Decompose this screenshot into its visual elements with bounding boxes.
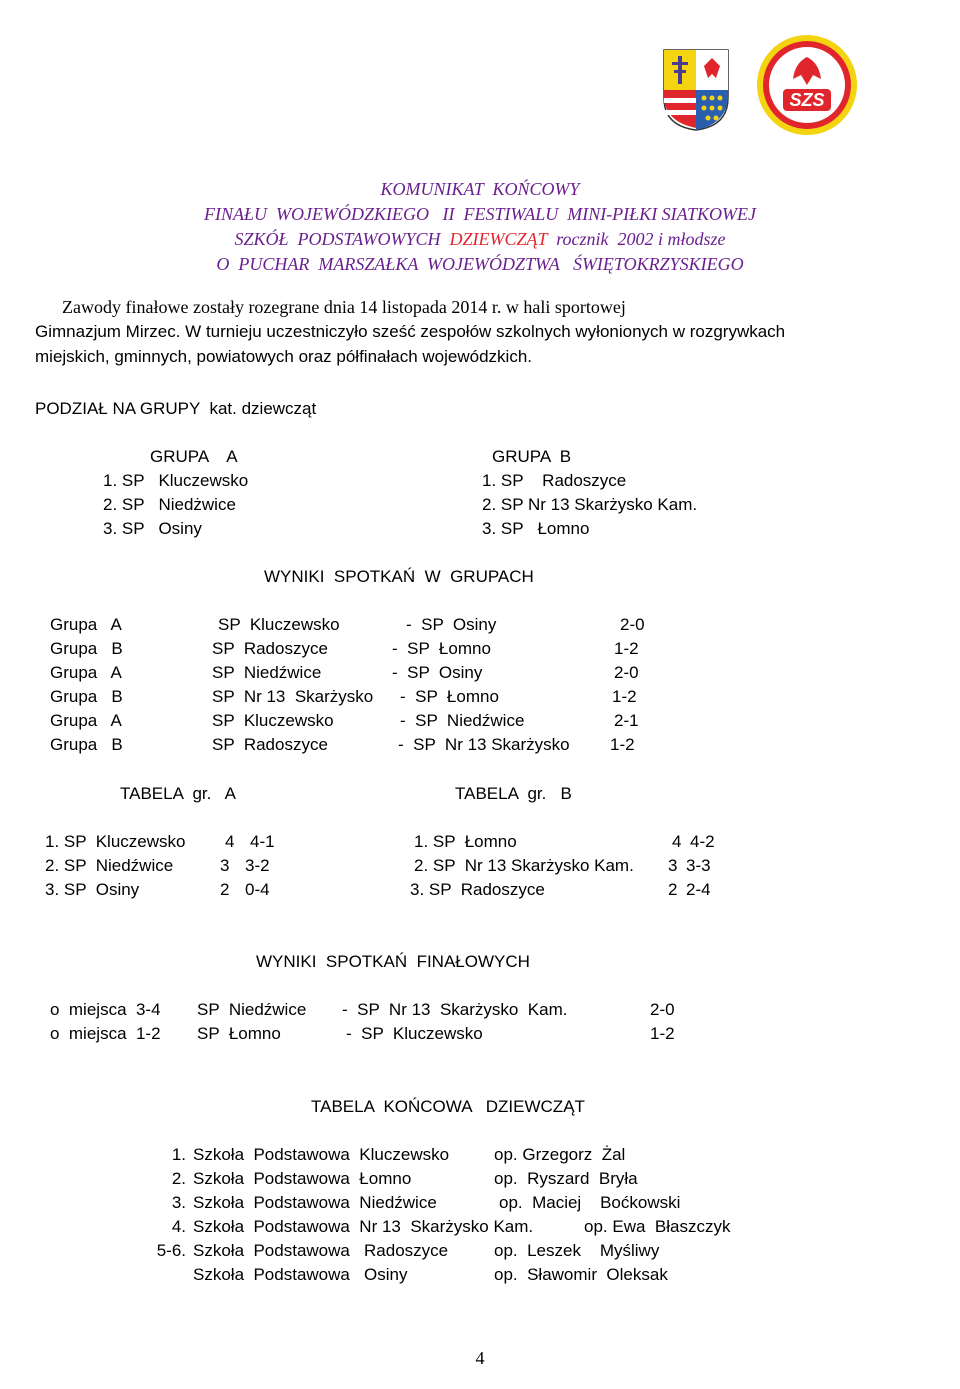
table-b-team: 1. SP Łomno [414, 832, 517, 851]
final-away: - SP Kluczewsko [346, 1024, 483, 1043]
result-group: Grupa A [50, 711, 122, 730]
result-group: Grupa B [50, 639, 123, 658]
result-group: Grupa B [50, 735, 123, 754]
table-a-sets: 3-2 [245, 856, 270, 875]
group-b-team: 2. SP Nr 13 Skarżysko Kam. [482, 495, 698, 514]
group-b-team: 3. SP Łomno [482, 519, 590, 538]
title-line-1: KOMUNIKAT KOŃCOWY [380, 179, 580, 199]
final-position: 3. [171, 1193, 186, 1212]
final-coach: op. Ewa Błaszczyk [584, 1217, 731, 1236]
result-home: SP Radoszyce [212, 639, 328, 658]
table-a-points: 2 [220, 880, 230, 899]
final-score: 1-2 [650, 1024, 675, 1043]
table-a-points: 4 [225, 832, 235, 851]
final-coach: op. Grzegorz Żal [494, 1145, 626, 1164]
intro-line-2: Gimnazjum Mirzec. W turnieju uczestniczyło sześć zespołów szkolnych wyłonionych w rozgrywkach [35, 322, 786, 341]
final-home: SP Niedźwice [197, 1000, 307, 1019]
group-a-team: 2. SP Niedżwice [103, 495, 236, 514]
group-b-team: 1. SP Radoszyce [482, 471, 627, 490]
table-b-team: 2. SP Nr 13 Skarżysko Kam. [414, 856, 634, 875]
title-line-3 [0, 228, 960, 250]
table-b-sets: 2-4 [686, 880, 711, 899]
table-b-sets: 4-2 [690, 832, 715, 851]
result-group: Grupa A [50, 663, 122, 682]
result-home: SP Kluczewsko [218, 615, 340, 634]
final-school: Szkoła Podstawowa Łomno [193, 1169, 412, 1188]
table-a-team: 1. SP Kluczewsko [45, 832, 186, 851]
result-score: 1-2 [612, 687, 637, 706]
szs-logo [755, 33, 859, 137]
result-score: 2-1 [614, 711, 639, 730]
szs-logo-text: SZS [789, 90, 825, 110]
intro-line-1: Zawody finałowe zostały rozegrane dnia 14 listopada 2014 r. w hali sportowej [62, 297, 626, 317]
final-away: - SP Nr 13 Skarżysko Kam. [342, 1000, 568, 1019]
result-away: - SP Osiny [392, 663, 483, 682]
final-position: 2. [171, 1169, 186, 1188]
table-b-points: 4 [672, 832, 682, 851]
group-a-team: 1. SP Kluczewsko [103, 471, 249, 490]
group-a-team: 3. SP Osiny [103, 519, 202, 538]
final-school: Szkoła Podstawowa Niedźwice [193, 1193, 437, 1212]
result-away: - SP Osiny [406, 615, 497, 634]
final-table-heading: TABELA KOŃCOWA DZIEWCZĄT [311, 1097, 585, 1116]
group-results-heading: WYNIKI SPOTKAŃ W GRUPACH [264, 567, 534, 586]
result-score: 1-2 [610, 735, 635, 754]
intro-line-3: miejskich, gminnych, powiatowych oraz półfinałach wojewódzkich. [35, 347, 533, 366]
result-away: - SP Nr 13 Skarżysko [398, 735, 570, 754]
final-coach: op. Sławomir Oleksak [494, 1265, 668, 1284]
result-group: Grupa A [50, 615, 122, 634]
result-away: - SP Niedźwice [400, 711, 525, 730]
final-school: Szkoła Podstawowa Radoszyce [193, 1241, 449, 1260]
title-line-4: O PUCHAR MARSZAŁKA WOJEWÓDZTWA ŚWIĘTOKRZYSKIEGO [216, 254, 744, 274]
table-a-sets: 0-4 [245, 880, 270, 899]
group-b-title: GRUPA B [492, 447, 572, 466]
groups-heading: PODZIAŁ NA GRUPY kat. dziewcząt [35, 399, 317, 418]
final-place: o miejsca 3-4 [50, 1000, 161, 1019]
final-position: 5-6. [156, 1241, 186, 1260]
final-coach: op. Ryszard Bryła [494, 1169, 638, 1188]
table-a-team: 3. SP Osiny [45, 880, 140, 899]
title-line-3-post: rocznik 2002 i młodsze [547, 229, 726, 249]
final-coach: op. Maciej Boćkowski [499, 1193, 681, 1212]
result-score: 1-2 [614, 639, 639, 658]
final-position: 4. [171, 1217, 186, 1236]
result-home: SP Kluczewsko [212, 711, 334, 730]
table-b-team: 3. SP Radoszyce [410, 880, 545, 899]
final-school: Szkoła Podstawowa Osiny [193, 1265, 408, 1284]
voivodeship-coat-of-arms-logo [662, 48, 730, 132]
result-group: Grupa B [50, 687, 123, 706]
title-line-2: FINAŁU WOJEWÓDZKIEGO II FESTIWALU MINI-PIŁKI SIATKOWEJ [204, 204, 756, 224]
table-b-points: 2 [668, 880, 678, 899]
final-coach: op. Leszek Myśliwy [494, 1241, 660, 1260]
result-home: SP Niedźwice [212, 663, 322, 682]
table-a-heading: TABELA gr. A [120, 784, 236, 803]
result-home: SP Nr 13 Skarżysko [212, 687, 374, 706]
table-b-points: 3 [668, 856, 678, 875]
table-b-heading: TABELA gr. B [455, 784, 572, 803]
result-score: 2-0 [620, 615, 645, 634]
final-school: Szkoła Podstawowa Kluczewsko [193, 1145, 450, 1164]
final-position: 1. [171, 1145, 186, 1164]
title-highlight: DZIEWCZĄT [449, 229, 548, 249]
result-away: - SP Łomno [392, 639, 491, 658]
title-line-3-pre: SZKÓŁ PODSTAWOWYCH [234, 229, 450, 249]
result-score: 2-0 [614, 663, 639, 682]
table-a-team: 2. SP Niedźwice [45, 856, 174, 875]
final-score: 2-0 [650, 1000, 675, 1019]
table-a-points: 3 [220, 856, 230, 875]
final-school: Szkoła Podstawowa Nr 13 Skarżysko Kam. [193, 1217, 534, 1236]
group-a-title: GRUPA A [150, 447, 238, 466]
table-b-sets: 3-3 [686, 856, 711, 875]
table-a-sets: 4-1 [250, 832, 275, 851]
finals-heading: WYNIKI SPOTKAŃ FINAŁOWYCH [256, 952, 530, 971]
page-number: 4 [475, 1348, 485, 1368]
final-home: SP Łomno [197, 1024, 281, 1043]
result-away: - SP Łomno [400, 687, 499, 706]
final-place: o miejsca 1-2 [50, 1024, 161, 1043]
result-home: SP Radoszyce [212, 735, 328, 754]
